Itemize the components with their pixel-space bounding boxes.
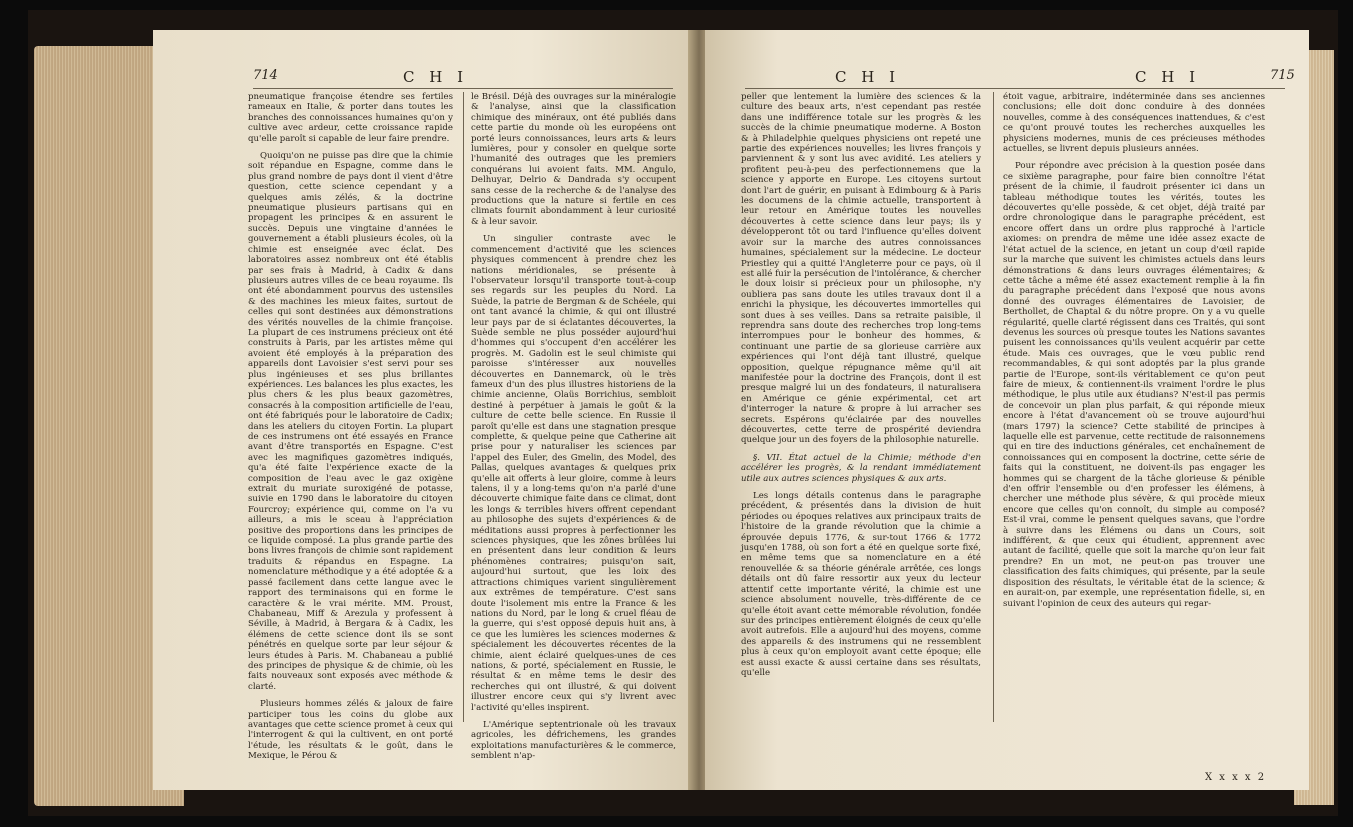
paragraph: Un singulier contraste avec le commencement d'activité que les sciences physiques commencent à prendre chez les nations méridionales, se présente à l'observateur lorsqu'il transporte tout-à-coup ses regards sur les peuples du Nord. La Suède, la patrie de Bergman & de Schéele, qui ont tant avancé la chimie, & qui ont illustré leur pays par de si éclatantes découvertes, la Suède semble ne plus posséder aujourd'hui d'hommes qui s'occupent d'en accélérer les progrès. M. Gadolin est le seul chimiste qui paroisse s'intéresser aux nouvelles découvertes en Dannemarck, où le très fameux d'un des plus illustres historiens de la chimie ancienne, Olaüs Borrichius, sembloit destiné à perpétuer à jamais le goût & la culture de cette belle science. En Russie il paroît qu'elle est dans une stagnation presque complette, & quelque peine que Catherine ait prise pour y naturaliser les sciences par l'appel des Euler, des Gmelin, des Model, des Pallas, quelques avantages & quelques prix qu'elle ait offerts à leur gloire, comme à leurs talens, il y a long-tems qu'on n'a parlé d'une découverte chimique faite dans ce climat, dont les longs & terribles hivers offrent cependant au philosophe des sujets d'expériences & de méditations aussi propres à perfectionner les sciences physiques, que les zônes brûlées lui en présentent dans leur condition & leurs phénomènes contraires; puisqu'on sait, aujourd'hui surtout, que les loix des attractions chimiques varient singulièrement aux extrêmes de température. C'est sans doute l'isolement mis entre la France & les nations du Nord, par le long & cruel fléau de la guerre, qui s'est opposé depuis huit ans, à ce que les lumières les sciences modernes & spécialement les découvertes récentes de la chimie, aient éclairé quelques-unes de ces nations, & porté, spécialement en Russie, le résultat & en même tems le desir des recherches qui ont illustré, & qui doivent illustrer encore ceux qui s'y livrent avec l'activité qu'elles inspirent.	[471, 234, 676, 713]
left-column-2	[471, 92, 676, 769]
right-head-rule	[745, 88, 1285, 89]
right-column-rule	[993, 92, 994, 722]
paragraph: Les longs détails contenus dans le paragraphe précédent, & présentés dans la division de huit périodes ou époques relatives aux principaux traits de l'histoire de la grande révolution que la chimie a éprouvée depuis 1776, & sur-tout 1766 & 1772 jusqu'en 1788, où son fort a été en quelque sorte fixé, en même tems que sa nomenclature en a été renouvellée & sa théorie générale arrêtée, ces longs détails ont dû faire ressortir aux yeux du lecteur attentif cette importante vérité, la chimie est une science absolument nouvelle, très-différente de ce qu'elle étoit avant cette mémorable révolution, fondée sur des principes entièrement éloignés de ceux qu'elle avoit autrefois. Elle a aujourd'hui des moyens, comme des appareils & des instrumens qui ne ressemblent plus à ceux qu'on employoit avant cette époque; elle est aussi exacte & aussi certaine dans ses résultats, qu'elle	[741, 491, 981, 678]
right-running-head-1: C H I	[835, 68, 901, 86]
book	[28, 10, 1338, 816]
paragraph: pneumatique françoise étendre ses fertiles rameaux en Italie, & porter dans toutes les branches des connoissances humaines qu'on y cultive avec ardeur, cette croissance rapide qu'elle paroît si capable de leur faire prendre.	[248, 92, 453, 144]
signature-mark: X x x x 2	[1205, 772, 1267, 783]
right-running-head-2: C H I	[1135, 68, 1201, 86]
right-folio: 715	[1270, 68, 1295, 83]
left-head-rule	[253, 88, 673, 89]
left-column-rule	[463, 92, 464, 722]
left-folio: 714	[253, 68, 278, 83]
paragraph: Plusieurs hommes zélés & jaloux de faire participer tous les coins du globe aux avantages que cette science promet à ceux qui l'interrogent & qui la cultivent, en ont porté l'étude, les résultats & le goût, dans le Mexique, le Pérou &	[248, 699, 453, 762]
paragraph: L'Amérique septentrionale où les travaux agricoles, les défrichemens, les grandes exploitations manufacturières & le commerce, semblent n'ap-	[471, 719, 676, 762]
left-running-head: C H I	[403, 68, 469, 86]
left-column-1	[248, 92, 453, 769]
right-page	[705, 30, 1309, 790]
paragraph: Quoiqu'on ne puisse pas dire que la chimie soit répandue en Espagne, comme dans le plus grand nombre de pays dont il vient d'être question, cette science cependant y a quelques amis zélés, & la doctrine pneumatique plusieurs partisans qui en propagent les principes & en assurent le succès. Depuis une vingtaine d'années le gouvernement a établi plusieurs écoles, où la chimie est enseignée avec éclat. Des laboratoires assez nombreux ont été établis par ses frais à Madrid, à Cadix & dans plusieurs autres villes de ce beau royaume. Ils ont été abondamment pourvus des ustensiles & des machines les mieux faites, surtout de celles qui sont destinées aux démonstrations des vérités nouvelles de la chimie françoise. La plupart de ces instrumens précieux ont été construits à Paris, par les artistes même qui avoient été employés à la préparation des appareils dont Lavoisier s'est servi pour ses plus ingénieuses et ses plus brillantes expériences. Les balances les plus exactes, les plus chers & les plus beaux gazomètres, consacrés à la composition artificielle de l'eau, ont été fabriqués pour le laboratoire de Cadix; dans les ateliers du citoyen Fortin. La plupart de ces instrumens ont été essayés en France avant d'être transportés en Espagne. C'est avec les magnifiques gazomètres indiqués, qu'a été faite l'expérience exacte de la composition de l'eau avec le gaz oxigène extrait du muriate suroxigéné de potasse, suivie en 1790 dans le laboratoire du citoyen Fourcroy; expérience qui, comme on l'a vu ailleurs, a mis le sceau à l'appréciation positive des proportions dans les principes de ce liquide composé. La plus grande partie des bons livres françois de chimie sont rapidement traduits & répandus en Espagne. La nomenclature méthodique y a été adoptée & a passé facilement dans cette langue avec le rapport des terminaisons qui en forme le caractère & le vrai mérite. MM. Proust, Chabaneau, Miff & Arezula y professent à Séville, à Madrid, à Bergara & à Cadix, les élémens de cette science dont ils se sont pénétrés en quelque sorte par leur séjour & leurs études à Paris. M. Chabaneau a publié des principes de physique & de chimie, où les faits nouveaux sont exposés avec méthode & clarté.	[248, 151, 453, 692]
paragraph: Pour répondre avec précision à la question posée dans ce sixième paragraphe, pour faire bien connoître l'état présent de la chimie, il faudroit présenter ici dans un tableau méthodique toutes les vérités, toutes les découvertes qu'elle possède, & cet objet, déjà traité par ordre chronologique dans le paragraphe précédent, est encore offert dans un ordre plus rapproché à l'article axiomes: on prendra de même une idée assez exacte de l'état actuel de la science, en jetant un coup d'œil rapide sur la marche que suivent les chimistes actuels dans leurs démonstrations & dans leurs ouvrages élémentaires; & cette tâche a même été assez exactement remplie à la fin du paragraphe précédent dans l'exposé que nous avons donné des ouvrages élémentaires de Lavoisier, de Berthollet, de Chaptal & du nôtre propre. On y a vu quelle régularité, quelle clarté régissent dans ces Traités, qui sont devenus les sources où presque toutes les Nations savantes puisent les connoissances qu'ils veulent acquérir par cette étude. Mais ces ouvrages, que le vœu public rend recommandables, & qui sont adoptés par la plus grande partie de l'Europe, sont-ils véritablement ce qu'on peut faire de mieux, & contiennent-ils vraiment l'ordre le plus méthodique, le plus utile aux étudians? N'est-il pas permis de concevoir un plan plus parfait, & qui réponde mieux encore à l'état d'avancement où se trouve aujourd'hui (mars 1797) la science? Cette stabilité de principes à laquelle elle est parvenue, cette rectitude de raisonnemens qui en tire des inductions générales, cet enchaînement de connoissances qui en composent la doctrine, cette série de faits qui la constituent, ne doivent-ils pas engager les hommes qui se chargent de la tâche glorieuse & pénible d'en offrir l'ensemble ou d'en professer les élémens, à chercher une méthode plus sévère, & qui procède mieux encore que celles qu'on connoît, du simple au composé? Est-il vrai, comme le pensent quelques savans, que l'ordre à suivre dans les Élémens ou dans un Cours, soit indifférent, & que ceux qui étudient, apprennent avec autant de facilité, quelle que soit la marche qu'on leur fait prendre? En un mot, ne peut-on pas trouver une classification des faits chimiques, qui présente, par la seule disposition des résultats, le véritable état de la science; & en aurait-on, par exemple, une représentation fidelle, si, en suivant l'opinion de ceux des auteurs qui regar-	[1003, 161, 1265, 609]
paragraph: peller que lentement la lumière des sciences & la culture des beaux arts, n'est cependant pas restée dans une indifférence totale sur les progrès & les succès de la chimie pneumatique moderne. A Boston & à Philadelphie quelques physiciens ont repeté une partie des expériences nouvelles; les livres françois y parviennent & y sont lus avec avidité. Les ateliers y profitent peu-à-peu des perfectionnemens que la science y apporte en Europe. Les citoyens surtout dont l'art de guérir, en puisant à Edimbourg & à Paris les documens de la chimie actuelle, transportent à leur retour en Amérique toutes les nouvelles découvertes à cette science dans leur pays; ils y développeront tôt ou tard l'influence qu'elles doivent avoir sur la marche des autres connoissances humaines, spécialement sur la médecine. Le docteur Priestley qui a quitté l'Angleterre pour ce pays, où il est allé fuir la persécution de l'intolérance, & chercher le doux loisir si précieux pour un philosophe, n'y oubliera pas sans doute les utiles travaux dont il a enrichi la physique, les découvertes immortelles qui sont dues à ses veilles. Dans sa retraite paisible, il reprendra sans doute des recherches trop long-tems interrompues pour le bonheur des hommes, & continuant une partie de sa glorieuse carrière aux expériences qui l'ont déjà tant illustré, quelque opposition, quelque répugnance même qu'il ait manifestée pour la doctrine des François, dont il est presque malgré lui un des fondateurs, il naturalisera en Amérique ce génie expérimental, cet art d'interroger la nature & propre à lui arracher ses secrets. Espérons qu'éclairée par des nouvelles découvertes, cette terre de prospérité deviendra quelque jour un des foyers de la philosophie naturelle.	[741, 92, 981, 446]
paragraph: étoit vague, arbitraire, indéterminée dans ses anciennes conclusions; elle doit donc conduire à des données nouvelles, comme à des conséquences inattendues, & c'est ce qu'ont prouvé toutes les recherches auxquelles les physiciens modernes, munis de ces précieuses méthodes actuelles, se livrent depuis plusieurs années.	[1003, 92, 1265, 155]
left-page	[153, 30, 693, 790]
paragraph: le Brésil. Déjà des ouvrages sur la minéralogie & l'analyse, ainsi que la classification chimique des minéraux, ont été publiés dans cette partie du monde où les européens ont porté leurs connoissances, leurs arts & leurs lumières, pour y consoler en quelque sorte l'humanité des outrages que les premiers conquérans lui avoient faits. MM. Angulo, Delhuyar, Delrio & Dandrada s'y occupent sans cesse de la recherche & de l'analyse des productions que la nature si fertile en ces climats fournit abondamment à leur curiosité & à leur savoir.	[471, 92, 676, 227]
section-heading: §. VII. État actuel de la Chimie; méthode d'en accélérer les progrès, & la rendant immédiatement utile aux autres sciences physiques & aux arts.	[741, 452, 981, 484]
right-column-2	[1003, 92, 1265, 616]
right-column-1	[741, 92, 981, 685]
